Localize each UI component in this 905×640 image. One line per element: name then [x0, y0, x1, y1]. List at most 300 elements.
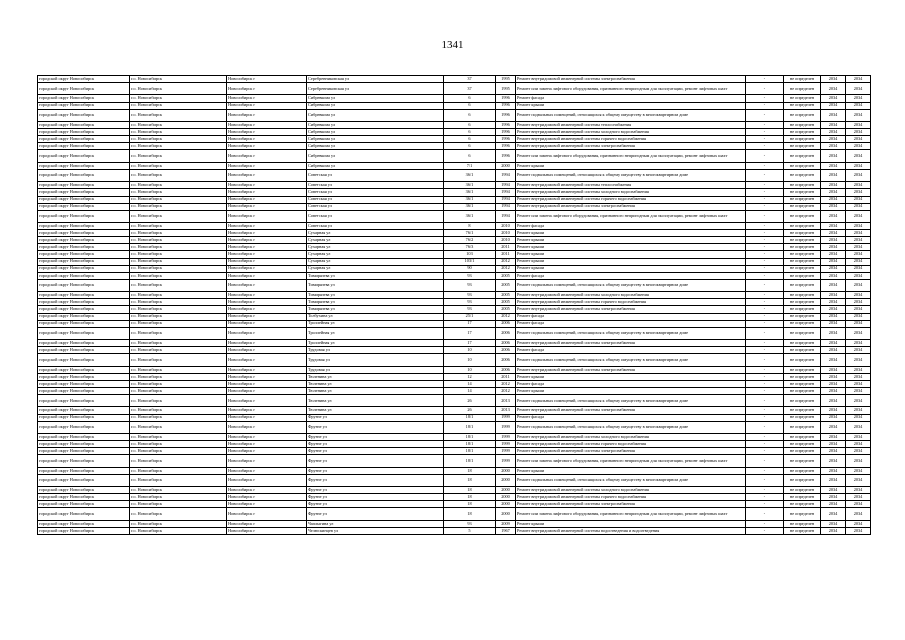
- district-cell: городской округ Новосибирск: [38, 520, 130, 527]
- work-type-cell: Ремонт подвальных помещений, относящихся к общему имуществу в многоквартирном доме: [516, 169, 746, 181]
- district-cell: городской округ Новосибирск: [38, 76, 130, 83]
- cost-cell: -: [746, 169, 784, 181]
- street-cell: Трудовая ул: [307, 354, 444, 366]
- municipality-cell: г.о. Новосибирск: [130, 327, 227, 339]
- house-number-cell: 18: [444, 508, 496, 520]
- cost-cell: -: [746, 299, 784, 306]
- cost-cell: -: [746, 162, 784, 169]
- work-type-cell: Ремонт крыши: [516, 237, 746, 244]
- street-cell: Советская ул: [307, 196, 444, 203]
- cost-cell: -: [746, 501, 784, 508]
- house-number-cell: 36/1: [444, 189, 496, 196]
- district-cell: городской округ Новосибирск: [38, 251, 130, 258]
- cost-cell: -: [746, 407, 784, 414]
- plan-year-start-cell: 2034: [821, 102, 846, 109]
- district-cell: городской округ Новосибирск: [38, 527, 130, 534]
- house-number-cell: 76/3: [444, 244, 496, 251]
- district-cell: городской округ Новосибирск: [38, 487, 130, 494]
- locality-cell: Новосибирск г: [227, 434, 307, 441]
- municipality-cell: г.о. Новосибирск: [130, 129, 227, 136]
- municipality-cell: г.о. Новосибирск: [130, 182, 227, 189]
- build-year-cell: 1994: [496, 169, 516, 181]
- plan-year-start-cell: 2034: [821, 508, 846, 520]
- district-cell: городской округ Новосибирск: [38, 299, 130, 306]
- work-type-cell: Ремонт внутридомовой инженерной системы горячего водоснабжения: [516, 299, 746, 306]
- street-cell: Челюскинцев ул: [307, 527, 444, 534]
- plan-year-start-cell: 2034: [821, 292, 846, 299]
- plan-year-end-cell: 2034: [846, 395, 871, 407]
- method-cell: не определен: [784, 494, 821, 501]
- district-cell: городской округ Новосибирск: [38, 455, 130, 467]
- municipality-cell: г.о. Новосибирск: [130, 210, 227, 222]
- build-year-cell: 2000: [496, 474, 516, 486]
- house-number-cell: 17: [444, 320, 496, 327]
- locality-cell: Новосибирск г: [227, 455, 307, 467]
- build-year-cell: 2005: [496, 306, 516, 313]
- house-number-cell: 18: [444, 467, 496, 474]
- capital-repair-table: [37, 75, 871, 535]
- municipality-cell: г.о. Новосибирск: [130, 354, 227, 366]
- build-year-cell: 2011: [496, 373, 516, 380]
- plan-year-end-cell: 2034: [846, 150, 871, 162]
- work-type-cell: Ремонт или замена лифтового оборудования, признанного непригодным для эксплуатации, ремонт лифтовых шахт: [516, 210, 746, 222]
- build-year-cell: 1994: [496, 203, 516, 210]
- plan-year-start-cell: 2034: [821, 189, 846, 196]
- work-type-cell: Ремонт подвальных помещений, относящихся к общему имуществу в многоквартирном доме: [516, 395, 746, 407]
- locality-cell: Новосибирск г: [227, 320, 307, 327]
- table-row: [38, 279, 871, 291]
- locality-cell: Новосибирск г: [227, 169, 307, 181]
- work-type-cell: Ремонт крыши: [516, 373, 746, 380]
- district-cell: городской округ Новосибирск: [38, 102, 130, 109]
- district-cell: городской округ Новосибирск: [38, 395, 130, 407]
- method-cell: не определен: [784, 162, 821, 169]
- house-number-cell: 18/1: [444, 414, 496, 421]
- district-cell: городской округ Новосибирск: [38, 265, 130, 272]
- plan-year-start-cell: 2034: [821, 129, 846, 136]
- work-type-cell: Ремонт внутридомовой инженерной системы водоотведения и водоотведения: [516, 527, 746, 534]
- locality-cell: Новосибирск г: [227, 210, 307, 222]
- table-row: [38, 508, 871, 520]
- build-year-cell: 1999: [496, 421, 516, 433]
- plan-year-end-cell: 2034: [846, 380, 871, 387]
- municipality-cell: г.о. Новосибирск: [130, 527, 227, 534]
- plan-year-start-cell: 2034: [821, 196, 846, 203]
- table-row: [38, 83, 871, 95]
- method-cell: не определен: [784, 189, 821, 196]
- method-cell: не определен: [784, 366, 821, 373]
- build-year-cell: 1967: [496, 527, 516, 534]
- street-cell: Трудовая ул: [307, 366, 444, 373]
- plan-year-start-cell: 2034: [821, 527, 846, 534]
- method-cell: не определен: [784, 340, 821, 347]
- locality-cell: Новосибирск г: [227, 265, 307, 272]
- house-number-cell: 18: [444, 487, 496, 494]
- plan-year-start-cell: 2034: [821, 279, 846, 291]
- locality-cell: Новосибирск г: [227, 347, 307, 354]
- work-type-cell: Ремонт подвальных помещений, относящихся к общему имуществу в многоквартирном доме: [516, 474, 746, 486]
- house-number-cell: 14: [444, 387, 496, 394]
- street-cell: Тюленина ул: [307, 395, 444, 407]
- plan-year-start-cell: 2034: [821, 327, 846, 339]
- municipality-cell: г.о. Новосибирск: [130, 306, 227, 313]
- plan-year-end-cell: 2034: [846, 320, 871, 327]
- method-cell: не определен: [784, 83, 821, 95]
- build-year-cell: 2005: [496, 299, 516, 306]
- house-number-cell: 37: [444, 76, 496, 83]
- district-cell: городской округ Новосибирск: [38, 320, 130, 327]
- plan-year-start-cell: 2034: [821, 467, 846, 474]
- locality-cell: Новосибирск г: [227, 407, 307, 414]
- house-number-cell: 93: [444, 279, 496, 291]
- table-row: [38, 441, 871, 448]
- street-cell: Троллейная ул: [307, 340, 444, 347]
- street-cell: Сухарная ул: [307, 265, 444, 272]
- build-year-cell: 2006: [496, 366, 516, 373]
- house-number-cell: 76/2: [444, 237, 496, 244]
- plan-year-start-cell: 2034: [821, 203, 846, 210]
- cost-cell: -: [746, 237, 784, 244]
- municipality-cell: г.о. Новосибирск: [130, 102, 227, 109]
- table-row: [38, 501, 871, 508]
- plan-year-start-cell: 2034: [821, 354, 846, 366]
- locality-cell: Новосибирск г: [227, 162, 307, 169]
- street-cell: Советская ул: [307, 169, 444, 181]
- plan-year-end-cell: 2034: [846, 494, 871, 501]
- locality-cell: Новосибирск г: [227, 95, 307, 102]
- cost-cell: -: [746, 421, 784, 433]
- locality-cell: Новосибирск г: [227, 109, 307, 121]
- plan-year-end-cell: 2034: [846, 292, 871, 299]
- cost-cell: -: [746, 109, 784, 121]
- municipality-cell: г.о. Новосибирск: [130, 244, 227, 251]
- build-year-cell: 1996: [496, 122, 516, 129]
- house-number-cell: 6: [444, 136, 496, 143]
- house-number-cell: 90: [444, 265, 496, 272]
- method-cell: не определен: [784, 474, 821, 486]
- cost-cell: -: [746, 508, 784, 520]
- work-type-cell: Ремонт внутридомовой инженерной системы электроснабжения: [516, 448, 746, 455]
- method-cell: не определен: [784, 441, 821, 448]
- plan-year-start-cell: 2034: [821, 448, 846, 455]
- plan-year-start-cell: 2034: [821, 373, 846, 380]
- locality-cell: Новосибирск г: [227, 306, 307, 313]
- plan-year-end-cell: 2034: [846, 387, 871, 394]
- build-year-cell: 1999: [496, 434, 516, 441]
- house-number-cell: 18: [444, 474, 496, 486]
- municipality-cell: г.о. Новосибирск: [130, 109, 227, 121]
- work-type-cell: Ремонт подвальных помещений, относящихся к общему имуществу в многоквартирном доме: [516, 279, 746, 291]
- municipality-cell: г.о. Новосибирск: [130, 421, 227, 433]
- method-cell: не определен: [784, 373, 821, 380]
- district-cell: городской округ Новосибирск: [38, 292, 130, 299]
- district-cell: городской округ Новосибирск: [38, 434, 130, 441]
- table-row: [38, 434, 871, 441]
- table-row: [38, 327, 871, 339]
- cost-cell: -: [746, 150, 784, 162]
- table-row: [38, 474, 871, 486]
- build-year-cell: 2000: [496, 501, 516, 508]
- table-row: [38, 210, 871, 222]
- work-type-cell: Ремонт внутридомовой инженерной системы холодного водоснабжения: [516, 189, 746, 196]
- table-row: [38, 230, 871, 237]
- house-number-cell: 18: [444, 494, 496, 501]
- work-type-cell: Ремонт фасада: [516, 272, 746, 279]
- district-cell: городской округ Новосибирск: [38, 189, 130, 196]
- plan-year-start-cell: 2034: [821, 441, 846, 448]
- plan-year-start-cell: 2034: [821, 347, 846, 354]
- plan-year-start-cell: 2034: [821, 109, 846, 121]
- cost-cell: -: [746, 292, 784, 299]
- street-cell: Трудовая ул: [307, 347, 444, 354]
- build-year-cell: 1996: [496, 150, 516, 162]
- cost-cell: -: [746, 83, 784, 95]
- house-number-cell: 25/1: [444, 313, 496, 320]
- district-cell: городской округ Новосибирск: [38, 143, 130, 150]
- table-row: [38, 299, 871, 306]
- house-number-cell: 93: [444, 272, 496, 279]
- table-row: [38, 196, 871, 203]
- method-cell: не определен: [784, 421, 821, 433]
- street-cell: Сибревкома ул: [307, 102, 444, 109]
- method-cell: не определен: [784, 354, 821, 366]
- method-cell: не определен: [784, 306, 821, 313]
- table-row: [38, 203, 871, 210]
- plan-year-end-cell: 2034: [846, 474, 871, 486]
- plan-year-start-cell: 2034: [821, 520, 846, 527]
- locality-cell: Новосибирск г: [227, 203, 307, 210]
- plan-year-end-cell: 2034: [846, 306, 871, 313]
- municipality-cell: г.о. Новосибирск: [130, 272, 227, 279]
- district-cell: городской округ Новосибирск: [38, 494, 130, 501]
- plan-year-end-cell: 2034: [846, 327, 871, 339]
- plan-year-end-cell: 2034: [846, 196, 871, 203]
- plan-year-end-cell: 2034: [846, 407, 871, 414]
- table-row: [38, 407, 871, 414]
- cost-cell: -: [746, 434, 784, 441]
- table-row: [38, 292, 871, 299]
- house-number-cell: 8: [444, 223, 496, 230]
- district-cell: городской округ Новосибирск: [38, 258, 130, 265]
- district-cell: городской округ Новосибирск: [38, 373, 130, 380]
- locality-cell: Новосибирск г: [227, 279, 307, 291]
- method-cell: не определен: [784, 182, 821, 189]
- cost-cell: -: [746, 102, 784, 109]
- plan-year-start-cell: 2034: [821, 143, 846, 150]
- table-row: [38, 189, 871, 196]
- plan-year-end-cell: 2034: [846, 520, 871, 527]
- locality-cell: Новосибирск г: [227, 129, 307, 136]
- build-year-cell: 2010: [496, 223, 516, 230]
- municipality-cell: г.о. Новосибирск: [130, 76, 227, 83]
- build-year-cell: 2000: [496, 467, 516, 474]
- locality-cell: Новосибирск г: [227, 501, 307, 508]
- municipality-cell: г.о. Новосибирск: [130, 143, 227, 150]
- house-number-cell: 93: [444, 299, 496, 306]
- method-cell: не определен: [784, 520, 821, 527]
- plan-year-start-cell: 2034: [821, 434, 846, 441]
- table-row: [38, 76, 871, 83]
- plan-year-end-cell: 2034: [846, 347, 871, 354]
- house-number-cell: 36/1: [444, 210, 496, 222]
- house-number-cell: 18/1: [444, 441, 496, 448]
- house-number-cell: 18/1: [444, 455, 496, 467]
- street-cell: Фрунзе ул: [307, 414, 444, 421]
- cost-cell: -: [746, 210, 784, 222]
- plan-year-end-cell: 2034: [846, 143, 871, 150]
- municipality-cell: г.о. Новосибирск: [130, 414, 227, 421]
- cost-cell: -: [746, 244, 784, 251]
- build-year-cell: 2005: [496, 279, 516, 291]
- cost-cell: -: [746, 129, 784, 136]
- work-type-cell: Ремонт крыши: [516, 230, 746, 237]
- method-cell: не определен: [784, 109, 821, 121]
- plan-year-end-cell: 2034: [846, 354, 871, 366]
- cost-cell: -: [746, 313, 784, 320]
- plan-year-start-cell: 2034: [821, 320, 846, 327]
- plan-year-end-cell: 2034: [846, 230, 871, 237]
- method-cell: не определен: [784, 347, 821, 354]
- work-type-cell: Ремонт внутридомовой инженерной системы горячего водоснабжения: [516, 136, 746, 143]
- cost-cell: -: [746, 347, 784, 354]
- house-number-cell: 6: [444, 150, 496, 162]
- table-row: [38, 223, 871, 230]
- plan-year-start-cell: 2034: [821, 299, 846, 306]
- plan-year-start-cell: 2034: [821, 265, 846, 272]
- build-year-cell: 2006: [496, 354, 516, 366]
- cost-cell: -: [746, 258, 784, 265]
- table-row: [38, 162, 871, 169]
- house-number-cell: 93: [444, 306, 496, 313]
- method-cell: не определен: [784, 434, 821, 441]
- table-row: [38, 143, 871, 150]
- locality-cell: Новосибирск г: [227, 182, 307, 189]
- plan-year-start-cell: 2034: [821, 136, 846, 143]
- street-cell: Тюленина ул: [307, 387, 444, 394]
- method-cell: не определен: [784, 448, 821, 455]
- plan-year-end-cell: 2034: [846, 182, 871, 189]
- street-cell: Чаплыгина ул: [307, 520, 444, 527]
- house-number-cell: 6: [444, 122, 496, 129]
- street-cell: Сухарная ул: [307, 244, 444, 251]
- house-number-cell: 76/1: [444, 230, 496, 237]
- plan-year-end-cell: 2034: [846, 258, 871, 265]
- plan-year-end-cell: 2034: [846, 122, 871, 129]
- street-cell: Сибревкома ул: [307, 122, 444, 129]
- build-year-cell: 2006: [496, 340, 516, 347]
- method-cell: не определен: [784, 299, 821, 306]
- plan-year-start-cell: 2034: [821, 407, 846, 414]
- work-type-cell: Ремонт внутридомовой инженерной системы холодного водоснабжения: [516, 292, 746, 299]
- street-cell: Троллейная ул: [307, 320, 444, 327]
- table-row: [38, 494, 871, 501]
- locality-cell: Новосибирск г: [227, 527, 307, 534]
- street-cell: Сухарная ул: [307, 251, 444, 258]
- plan-year-end-cell: 2034: [846, 251, 871, 258]
- build-year-cell: 2005: [496, 292, 516, 299]
- street-cell: Тюленина ул: [307, 407, 444, 414]
- plan-year-end-cell: 2034: [846, 414, 871, 421]
- cost-cell: -: [746, 272, 784, 279]
- plan-year-start-cell: 2034: [821, 162, 846, 169]
- build-year-cell: 1994: [496, 210, 516, 222]
- plan-year-end-cell: 2034: [846, 501, 871, 508]
- plan-year-start-cell: 2034: [821, 150, 846, 162]
- cost-cell: -: [746, 340, 784, 347]
- cost-cell: -: [746, 320, 784, 327]
- street-cell: Советская ул: [307, 210, 444, 222]
- municipality-cell: г.о. Новосибирск: [130, 347, 227, 354]
- district-cell: городской округ Новосибирск: [38, 327, 130, 339]
- method-cell: не определен: [784, 210, 821, 222]
- method-cell: не определен: [784, 455, 821, 467]
- table-row: [38, 272, 871, 279]
- build-year-cell: 2012: [496, 313, 516, 320]
- house-number-cell: 14: [444, 380, 496, 387]
- house-number-cell: 18/1: [444, 421, 496, 433]
- work-type-cell: Ремонт внутридомовой инженерной системы электроснабжения: [516, 501, 746, 508]
- street-cell: Сибревкома ул: [307, 136, 444, 143]
- plan-year-end-cell: 2034: [846, 169, 871, 181]
- house-number-cell: 36/1: [444, 169, 496, 181]
- locality-cell: Новосибирск г: [227, 196, 307, 203]
- cost-cell: -: [746, 230, 784, 237]
- work-type-cell: Ремонт внутридомовой инженерной системы электроснабжения: [516, 407, 746, 414]
- plan-year-start-cell: 2034: [821, 230, 846, 237]
- house-number-cell: 6: [444, 95, 496, 102]
- cost-cell: -: [746, 474, 784, 486]
- plan-year-start-cell: 2034: [821, 95, 846, 102]
- work-type-cell: Ремонт крыши: [516, 387, 746, 394]
- table-row: [38, 467, 871, 474]
- street-cell: Тюленина ул: [307, 373, 444, 380]
- build-year-cell: 2006: [496, 327, 516, 339]
- street-cell: Сибревкома ул: [307, 129, 444, 136]
- work-type-cell: Ремонт крыши: [516, 265, 746, 272]
- municipality-cell: г.о. Новосибирск: [130, 237, 227, 244]
- table-row: [38, 122, 871, 129]
- plan-year-end-cell: 2034: [846, 129, 871, 136]
- build-year-cell: 2000: [496, 487, 516, 494]
- table-row: [38, 244, 871, 251]
- method-cell: не определен: [784, 414, 821, 421]
- cost-cell: -: [746, 448, 784, 455]
- work-type-cell: Ремонт внутридомовой инженерной системы электроснабжения: [516, 203, 746, 210]
- street-cell: Троллейная ул: [307, 327, 444, 339]
- plan-year-end-cell: 2034: [846, 189, 871, 196]
- plan-year-start-cell: 2034: [821, 414, 846, 421]
- work-type-cell: Ремонт фасада: [516, 95, 746, 102]
- municipality-cell: г.о. Новосибирск: [130, 251, 227, 258]
- district-cell: городской округ Новосибирск: [38, 244, 130, 251]
- municipality-cell: г.о. Новосибирск: [130, 189, 227, 196]
- locality-cell: Новосибирск г: [227, 150, 307, 162]
- street-cell: Толбухина ул: [307, 313, 444, 320]
- plan-year-start-cell: 2034: [821, 251, 846, 258]
- plan-year-end-cell: 2034: [846, 340, 871, 347]
- work-type-cell: Ремонт подвальных помещений, относящихся к общему имуществу в многоквартирном доме: [516, 354, 746, 366]
- municipality-cell: г.о. Новосибирск: [130, 487, 227, 494]
- plan-year-end-cell: 2034: [846, 162, 871, 169]
- method-cell: не определен: [784, 95, 821, 102]
- work-type-cell: Ремонт внутридомовой инженерной системы теплоснабжения: [516, 182, 746, 189]
- build-year-cell: 1999: [496, 448, 516, 455]
- municipality-cell: г.о. Новосибирск: [130, 441, 227, 448]
- district-cell: городской округ Новосибирск: [38, 508, 130, 520]
- locality-cell: Новосибирск г: [227, 487, 307, 494]
- plan-year-start-cell: 2034: [821, 387, 846, 394]
- build-year-cell: 2011: [496, 251, 516, 258]
